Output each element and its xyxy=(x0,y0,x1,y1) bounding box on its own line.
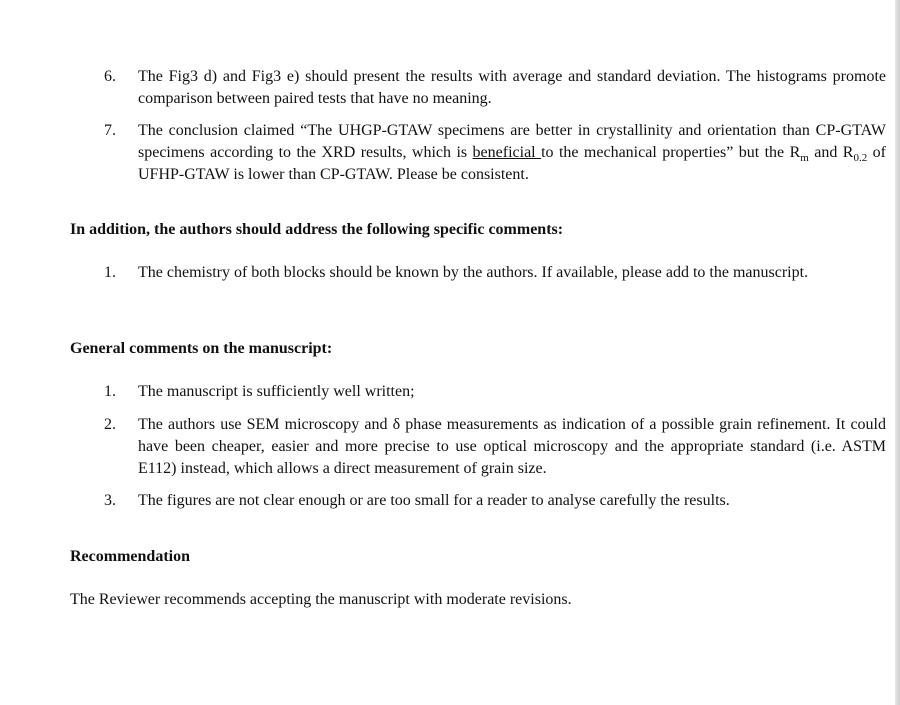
list-item-text: The Fig3 d) and Fig3 e) should present the results with average and standard deviation. The histograms promote comparison between paired tests that have no meaning. xyxy=(138,68,886,107)
text-run: of UFHP-GTAW is lower than CP-GTAW. Please be consistent. xyxy=(138,144,886,183)
list-number: 1. xyxy=(104,383,116,400)
list-item-text: The figures are not clear enough or are too small for a reader to analyse carefully the results. xyxy=(138,492,730,509)
recommendation-text: The Reviewer recommends accepting the manuscript with moderate revisions. xyxy=(70,591,572,608)
subscript: m xyxy=(800,152,809,165)
subscript: 0.2 xyxy=(853,152,868,165)
section-heading: General comments on the manuscript: xyxy=(70,340,333,357)
section-heading: Recommendation xyxy=(70,548,190,565)
text-run: The conclusion claimed “The UHGP-GTAW specimens are better in crystallinity and orientation than CP-GTAW specimens according to the XRD results, which is xyxy=(138,122,886,161)
list-number: 3. xyxy=(104,492,116,509)
text-run: and R xyxy=(808,144,854,161)
list-item-text: The manuscript is sufficiently well written; xyxy=(138,383,415,400)
list-number: 6. xyxy=(104,68,116,85)
list-number: 2. xyxy=(104,416,116,433)
list-number: 7. xyxy=(104,122,116,139)
list-item-text: The authors use SEM microscopy and δ phase measurements as indication of a possible grain refinement. It could have been cheaper, easier and more precise to use optical microscopy and the appropriate standard (i.e. ASTM E112) instead, which allows a direct measurement of grain size. xyxy=(138,416,886,477)
page-edge-shadow xyxy=(895,0,900,705)
underlined-text: beneficial xyxy=(472,144,542,161)
text-run: to the mechanical properties” but the R xyxy=(541,144,801,161)
list-item-text xyxy=(138,120,886,186)
list-number: 1. xyxy=(104,264,116,281)
section-heading: In addition, the authors should address the following specific comments: xyxy=(70,221,564,238)
list-item-text: The chemistry of both blocks should be known by the authors. If available, please add to the manuscript. xyxy=(138,264,809,281)
